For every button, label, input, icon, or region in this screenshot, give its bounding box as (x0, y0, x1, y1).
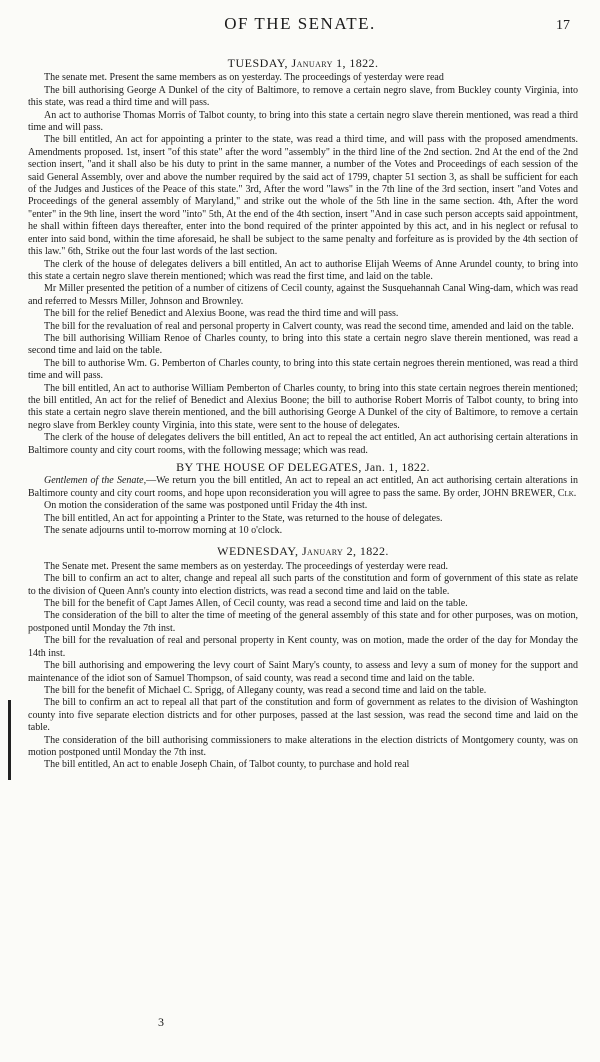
page-number: 17 (556, 18, 570, 33)
paragraph: On motion the consideration of the same was postponed until Friday the 4th inst. (44, 500, 368, 512)
message-salutation: Gentlemen of the Senate, (44, 475, 147, 487)
paragraph: The bill entitled, An act to enable Joseph Chain, of Talbot county, to purchase and hold real (44, 759, 410, 771)
journal-body (28, 52, 578, 772)
date-heading-date: January 1, 1822. (291, 56, 379, 70)
paragraph: The bill for the benefit of Capt James Allen, of Cecil county, was read a second time and laid on the table. (44, 598, 468, 610)
paragraph: The Senate met. Present the same members as on yesterday. The proceedings of yesterday were read. (44, 560, 449, 572)
message-by-order: By order, (443, 487, 481, 499)
running-head-title: OF THE SENATE. (224, 14, 376, 33)
clerk-signature: JOHN BREWER, Clk. (483, 487, 577, 499)
paragraph: The bill entitled, An act for appointing a printer to the state, was read a third time, and will pass with the proposed amendments. Amendments proposed. 1st, insert "of this state" after the word "assembly" in the third line of the 2nd section. 2nd At the end of the 2nd section insert, "and it shall also be his duty to print in the same manner, a number of the Votes and Proceedings of each session of the said General Assembly, over and above the number required by the said act of 1799, chapter 51 section 3, as shall be sufficient for each of the Judges and Justices of the Peace of this state." 3rd, After the word "laws" in the 7th line of the 3rd section, insert "and Votes and Proceedings of the general assembly of Maryland," and strike out the whole of the 5th line in the same section. 4th, After the word "enter" in the 9th line, insert the word "into" 5th, At the end of the 4th section, insert "And in case such person accepts said appointment, he shall within fifteen days thereafter, enter into the bond required of the printer appointed by this act, and in his neglect or refusal to enter into said bond, within the time aforesaid, he shall be subject to the same penalty and forfeiture as is provided by the 4th section of this law." 6th, Strike out the four last words of the last section. (28, 134, 578, 258)
paragraph: Mr Miller presented the petition of a number of citizens of Cecil county, against the Susquehannah Canal Wing-dam, which was read and referred to Messrs Miller, Johnson and Brownley. (28, 283, 578, 307)
paragraph: The bill to confirm an act to repeal all that part of the constitution and form of government as relates to the division of Washington county into five separate election districts and for other purposes, passed at the last session, was read the second time and laid on the table. (28, 697, 578, 734)
paragraph: The bill authorising George A Dunkel of the city of Baltimore, to remove a certain negro slave, from Buckley county Virginia, into this state, was read a third time and will pass. (28, 84, 578, 109)
house-message (28, 475, 578, 500)
paragraph: The clerk of the house of delegates delivers the bill entitled, An act to repeal the act entitled, An act authorising certain alterations in Baltimore county and city court rooms, with the following message; which was read. (28, 432, 578, 456)
paragraph: The consideration of the bill to alter the time of meeting of the general assembly of this state and for other purposes, was on motion, postponed until Monday the 7th inst. (28, 610, 578, 634)
message-body: —We return you the bill entitled, An act to repeal an act entitled, An act authorising certain alterations in Baltimore county and city court rooms, and hope upon reconsideration you will agree to pass the same. (28, 475, 578, 499)
paragraph: The bill for the revaluation of real and personal property in Kent county, was on motion, made the order of the day for Monday the 14th inst. (28, 635, 578, 659)
paragraph: The clerk of the house of delegates delivers a bill entitled, An act to authorise Elijah Weems of Anne Arundel county, to bring into this state a certain negro slave therein mentioned; which was read the first time, and laid on the table. (28, 258, 578, 282)
paragraph: The bill for the revaluation of real and personal property in Calvert county, was read the second time, amended and laid on the table. (44, 320, 574, 332)
paragraph: The senate met. Present the same members as on yesterday. The proceedings of yesterday were read (44, 72, 444, 84)
signature-mark: 3 (158, 1015, 164, 1029)
paragraph: The consideration of the bill authorising commissioners to make alterations in the election districts of Montgomery county, was on motion postponed until Monday the 7th inst. (28, 734, 578, 758)
paragraph: The senate adjourns until to-morrow morning at 10 o'clock. (44, 525, 283, 537)
date-heading-date: January 2, 1822. (301, 544, 389, 559)
paragraph: The bill entitled, An act to authorise William Pemberton of Charles county, to bring into this state certain negroes therein mentioned; the bill entitled, An act for the relief of Benedict and Alexius Boone; the bill to authorise Robert Morris of Talbot county, to bring into this state a certain negro slave therein mentioned, and the bill authorising George A Dunkel of the city of Baltimore, to remove a certain negro slave from Berkley county Virginia, into this state, were sent to the house of delegates. (28, 382, 578, 431)
paragraph: The bill for the relief Benedict and Alexius Boone, was read the third time and will pass. (44, 308, 399, 320)
date-heading-day: WEDNESDAY, (217, 544, 299, 559)
paragraph: An act to authorise Thomas Morris of Talbot county, to bring into this state a certain negro slave therein mentioned, was read a third time and will pass. (28, 109, 578, 134)
date-heading-day: TUESDAY, (227, 56, 288, 70)
paragraph: The bill authorising and empowering the levy court of Saint Mary's county, to assess and levy a sum of money for the support and maintenance of the idiot son of Samuel Thompson, of said county, was read a second time and laid on the table. (28, 660, 578, 684)
paragraph: The bill entitled, An act for appointing a Printer to the State, was returned to the house of delegates. (44, 512, 443, 524)
date-heading-wednesday (28, 545, 578, 557)
paragraph: The bill authorising William Renoe of Charles county, to bring into this state a certain negro slave therein mentioned, was read a second time and laid on the table. (28, 332, 578, 357)
house-message-heading: BY THE HOUSE OF DELEGATES, Jan. 1, 1822. (176, 460, 430, 474)
date-heading-tuesday (28, 57, 578, 69)
margin-rule (8, 700, 11, 780)
paragraph: The bill to authorise Wm. G. Pemberton of Charles county, to bring into this state certain negroes therein mentioned, was read a third time and will pass. (28, 357, 578, 382)
paragraph: The bill for the benefit of Michael C. Sprigg, of Allegany county, was read a second time and laid on the table. (44, 684, 487, 696)
paragraph: The bill to confirm an act to alter, change and repeal all such parts of the constitution and form of government of this state as relate to the division of Queen Ann's county into election districts, was read a second time and laid on the table. (28, 573, 578, 597)
